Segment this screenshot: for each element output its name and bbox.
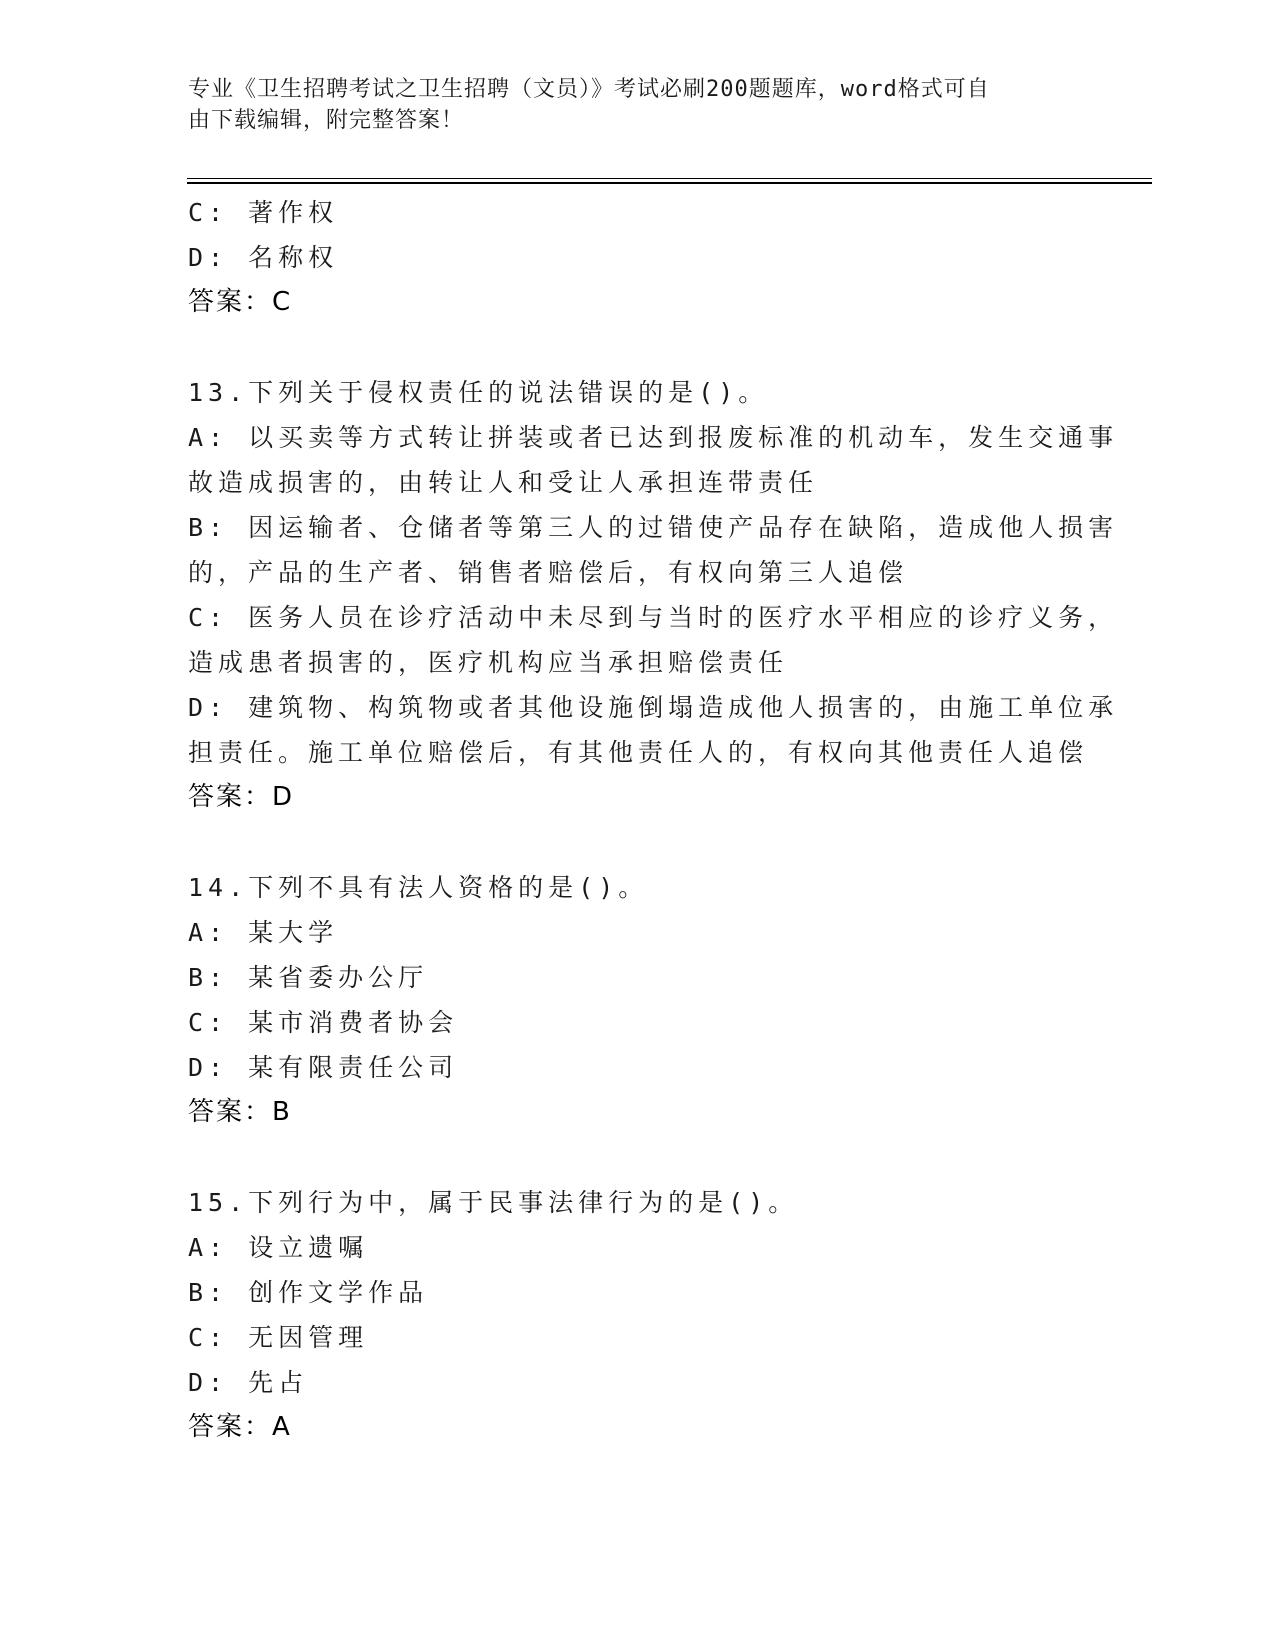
option-d-line-2: 担责任。施工单位赔偿后，有其他责任人的，有权向其他责任人追偿 — [188, 738, 1089, 767]
spacer — [188, 325, 1078, 370]
option-a-line-2: 故造成损害的，由转让人和受让人承担连带责任 — [188, 468, 819, 497]
option-b-line-2: 的，产品的生产者、销售者赔偿后，有权向第三人追偿 — [188, 558, 909, 587]
option-c-line-2: 造成患者损害的，医疗机构应当承担赔偿责任 — [188, 648, 789, 677]
option-a: A: 设立遗嘱 — [188, 1233, 369, 1262]
header-divider-thin — [187, 178, 1152, 179]
question-text: 14.下列不具有法人资格的是()。 — [188, 873, 649, 902]
question-text: 15.下列行为中，属于民事法律行为的是()。 — [188, 1188, 799, 1217]
option-b: B: 某省委办公厅 — [188, 963, 429, 992]
answer-line: 答案：D — [188, 782, 295, 812]
option-a: A: 某大学 — [188, 918, 339, 947]
header-title-line-2: 由下载编辑，附完整答案！ — [188, 108, 465, 133]
option-d: D: 名称权 — [188, 243, 339, 272]
header-divider-thick — [187, 182, 1152, 184]
header-title-line-1: 专业《卫生招聘考试之卫生招聘（文员）》考试必刷200题题库，word格式可自 — [188, 77, 990, 102]
spacer — [188, 1135, 1078, 1180]
option-d-line-1: D: 建筑物、构筑物或者其他设施倒塌造成他人损害的，由施工单位承 — [188, 693, 1119, 722]
question-15 — [188, 1180, 1078, 1450]
spacer — [188, 820, 1078, 865]
document-body — [188, 190, 1119, 1450]
question-12-tail — [188, 190, 1078, 325]
option-a-line-1: A: 以买卖等方式转让拼装或者已达到报废标准的机动车，发生交通事 — [188, 423, 1119, 452]
question-13 — [188, 370, 1119, 820]
option-d: D: 某有限责任公司 — [188, 1053, 459, 1082]
question-14 — [188, 865, 1078, 1135]
option-c-line-1: C: 医务人员在诊疗活动中未尽到与当时的医疗水平相应的诊疗义务， — [188, 603, 1119, 632]
answer-line: 答案：A — [188, 1412, 292, 1442]
option-c: C: 某市消费者协会 — [188, 1008, 459, 1037]
question-text: 13.下列关于侵权责任的说法错误的是()。 — [188, 378, 769, 407]
option-d: D: 先占 — [188, 1368, 309, 1397]
page-header — [188, 74, 1068, 136]
answer-line: 答案：C — [188, 287, 293, 317]
option-b: B: 创作文学作品 — [188, 1278, 429, 1307]
answer-line: 答案：B — [188, 1097, 292, 1127]
option-c: C: 著作权 — [188, 198, 339, 227]
option-b-line-1: B: 因运输者、仓储者等第三人的过错使产品存在缺陷，造成他人损害 — [188, 513, 1119, 542]
option-c: C: 无因管理 — [188, 1323, 369, 1352]
